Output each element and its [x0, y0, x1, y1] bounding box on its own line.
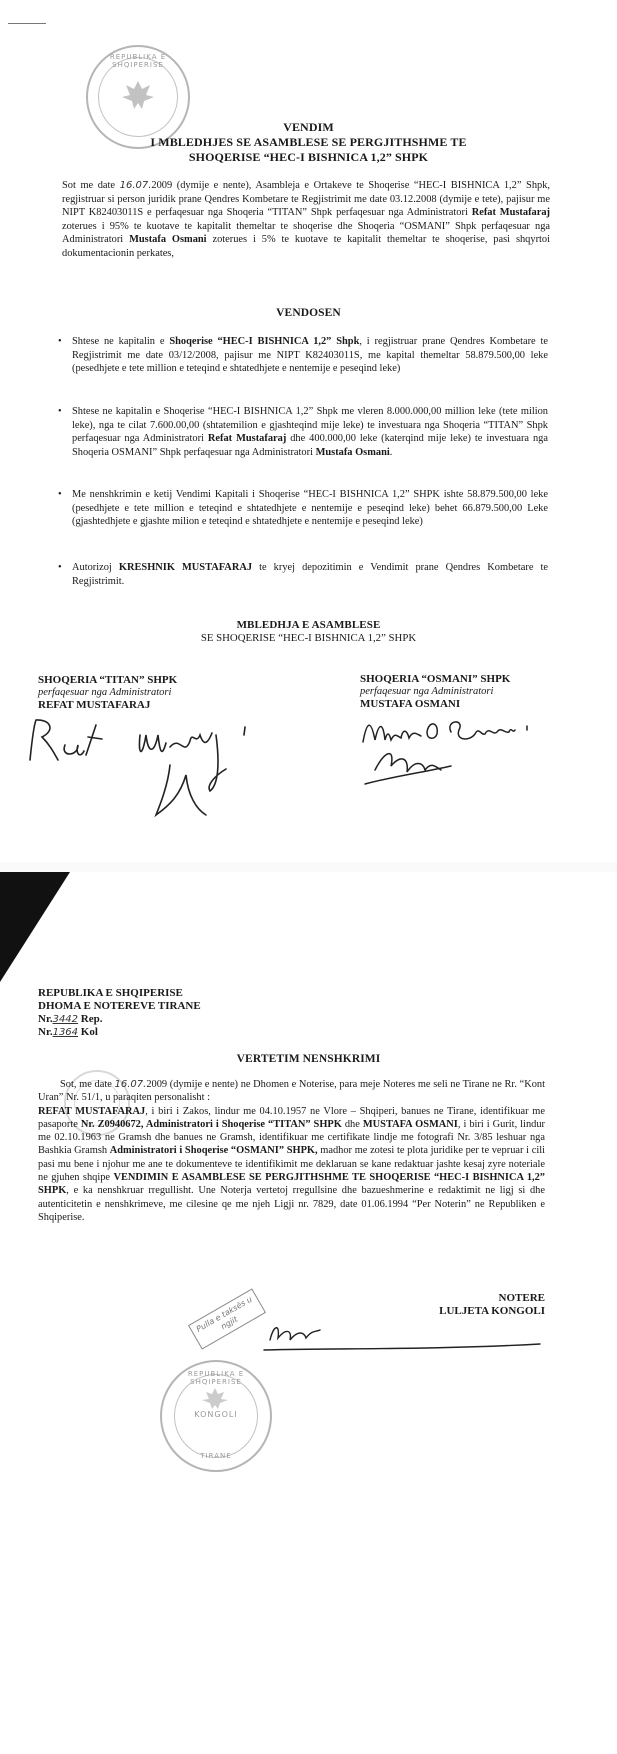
signature-notary: [260, 1310, 550, 1365]
right-company: SHOQERIA “OSMANI” SHPK: [360, 673, 511, 685]
chamber-header: DHOMA E NOTEREVE TIRANE: [38, 1000, 201, 1012]
notary-header: [38, 987, 201, 1039]
list-item: • Shtese ne kapitalin e Shoqerise “HEC-I BISHNICA 1,2” Shpk me vleren 8.000.000,00 million leke (tete milion leke), nga te cilat 7.600.00,00 (shtatemilion e gjashteqind mije leke) te investuara nga Shoqeria “TITAN” Shpk perfaqesuar nga Administratori Refat Mustafaraj dhe 400.000,00 leke (katerqind mije leke) te investuara nga Shoqeria OSMANI” Shpk perfaqesuar nga Administratori Mustafa Osmani.: [58, 406, 548, 458]
signature-mustafa: [355, 710, 555, 795]
decision-title-line3: SHOQERISE “HEC-I BISHNICA 1,2” SHPK: [188, 150, 429, 164]
notary-seal: [160, 1360, 272, 1472]
right-role: perfaqesuar nga Administratori: [360, 685, 494, 697]
republic-header: REPUBLIKA E SHQIPERISE: [38, 987, 183, 999]
assembly-subheading: SE SHOQERISE “HEC-I BISHNICA 1,2” SHPK: [200, 632, 417, 644]
page-divider: [0, 862, 617, 872]
intro-paragraph: Sot me date 16.07.2009 (dymije e nente), Asambleja e Ortakeve te Shoqerise “HEC-I BISHNICA 1,2” Shpk, regjistruar si person juridik prane Qendres Kombetare te Regjistrimit me date 03.12.2008 (dymije e tete), pajisur me NIPT K82403011S e perfaqesuar nga Shoqeria “TITAN” Shpk perfaqesuar nga Administratori Refat Mustafaraj zoterues i 95% te kuotave te kapitalit themeltar te shoqerise dhe Shoqeria “OSMANI” Shpk perfaqesuar nga Administratori Mustafa Osmani zoterues i 5% te kuotave te kapitalit themeltar te shoqerise, pasi shqyrtoi dokumentacionin perkates,: [62, 180, 551, 259]
right-name: MUSTAFA OSMANI: [360, 698, 461, 710]
list-item: • Shtese ne kapitalin e Shoqerise “HEC-I BISHNICA 1,2” Shpk, i regjistruar prane Qendres Kombetare te Regjistrimit me date 03/12/2008, pajisur me NIPT K82403011S, me kapital themeltar 58.879.500,00 leke (pesedhjete e tete million e teteqind e shtatedhjete e nentemije e peseqind leke): [58, 336, 549, 375]
left-role: perfaqesuar nga Administratori: [38, 686, 172, 698]
bullet-icon: •: [58, 336, 62, 347]
bullet-icon: •: [58, 562, 62, 573]
right-signature-block: [360, 673, 510, 711]
notary-title: NOTERE: [498, 1292, 545, 1304]
decision-title: VENDIM: [283, 120, 334, 134]
certification-title: VERTETIM NENSHKRIMI: [236, 1053, 381, 1065]
list-item: • Me nenshkrimin e ketij Vendimi Kapitali i Shoqerise “HEC-I BISHNICA 1,2” SHPK ishte 58.879.500,00 leke (pesedhjete e tete million e teteqind e shtatedhjete e nentemije e peseqind leke) behet 66.879.500,00 Leke (gjashtedhjete e gjashte milion e teteqind e shtatedhjete e nentemije e peseqind leke): [58, 489, 548, 528]
notary-seal-bottom-text: TIRANE: [200, 1452, 232, 1460]
left-company: SHOQERIA “TITAN” SHPK: [38, 674, 178, 686]
seal-text: REPUBLIKA E SHQIPERISE: [109, 53, 167, 69]
tax-stamp: Pulla e taksës u ngjit: [188, 1288, 266, 1349]
eagle-icon: [118, 75, 158, 115]
list-item: • Autorizoj KRESHNIK MUSTAFARAJ te kryej depozitimin e Vendimit prane Qendres Kombetare te Regjistrimit.: [58, 562, 549, 587]
signature-refat: [20, 705, 280, 825]
notary-seal-mid-text: KONGOLI: [194, 1410, 238, 1419]
handwritten-date-2: 16.07.: [114, 1079, 147, 1090]
assembly-heading: MBLEDHJA E ASAMBLESE: [236, 619, 381, 631]
scan-mark: [8, 23, 46, 24]
eagle-icon: [200, 1386, 230, 1412]
certification-body: Sot, me date 16.07.2009 (dymije e nente) ne Dhomen e Noterise, para meje Noteres me seli ne Tirane ne Rr. “Kont Uran” Nr. 51/1, u paraqiten personalisht : REFAT MUSTAFARAJ, i biri i Zakos, lindur me 04.10.1957 ne Vlore – Shqiperi, banues ne Tirane, identifikuar me pasaporte Nr. Z0940672, Administratori i Shoqerise “TITAN” SHPK dhe MUSTAFA OSMANI, i biri i Gurit, lindur me 02.10.1963 ne Gramsh dhe banues ne Gramsh, identifikuar me certifikate lindje me fotografi Nr. 3/85 leshuar nga Bashkia Gramsh Administratori i Shoqerise “OSMANI” SHPK, madhor me zotesi te plota juridike per te vepruar i cili pasi mu bene i njohur me ane te dokumenteve te identifikimit me deklaruan se kane redaktuar jashte kesaj zyre noteriale ne gjuhen shqipe VENDIMIN E ASAMBLESE SE PERGJITHSHME TE SHOQERISE “HEC-I BISHNICA 1,2” SHPK, e ka nenshkruar rregullisht. Une Noterja vertetoj rregullsine dhe bazueshmerine e redaktimit ne ligj si dhe autenticitetin e nenshkrimeve, me cilesine qe me njeh Ligji nr. 7829, date 01.06.1994 “Per Noterin” ne Republiken e Shqiperise.: [38, 1079, 545, 1223]
bullet-icon: •: [58, 489, 62, 500]
scan-corner: [0, 872, 70, 982]
notary-seal-top-text: REPUBLIKA E SHQIPERISE: [187, 1370, 245, 1386]
vendosen-heading: VENDOSEN: [276, 307, 341, 319]
handwritten-date: 16.07.: [119, 180, 152, 191]
rep-number: Nr.3442 Rep.: [38, 1013, 103, 1025]
decision-title-line2: I MBLEDHJES SE ASAMBLESE SE PERGJITHSHME TE: [150, 135, 467, 149]
notary-name: LULJETA KONGOLI: [439, 1304, 545, 1317]
bullet-icon: •: [58, 406, 62, 417]
left-name: REFAT MUSTAFARAJ: [38, 699, 151, 711]
kol-number: Nr.1364 Kol: [38, 1026, 98, 1038]
